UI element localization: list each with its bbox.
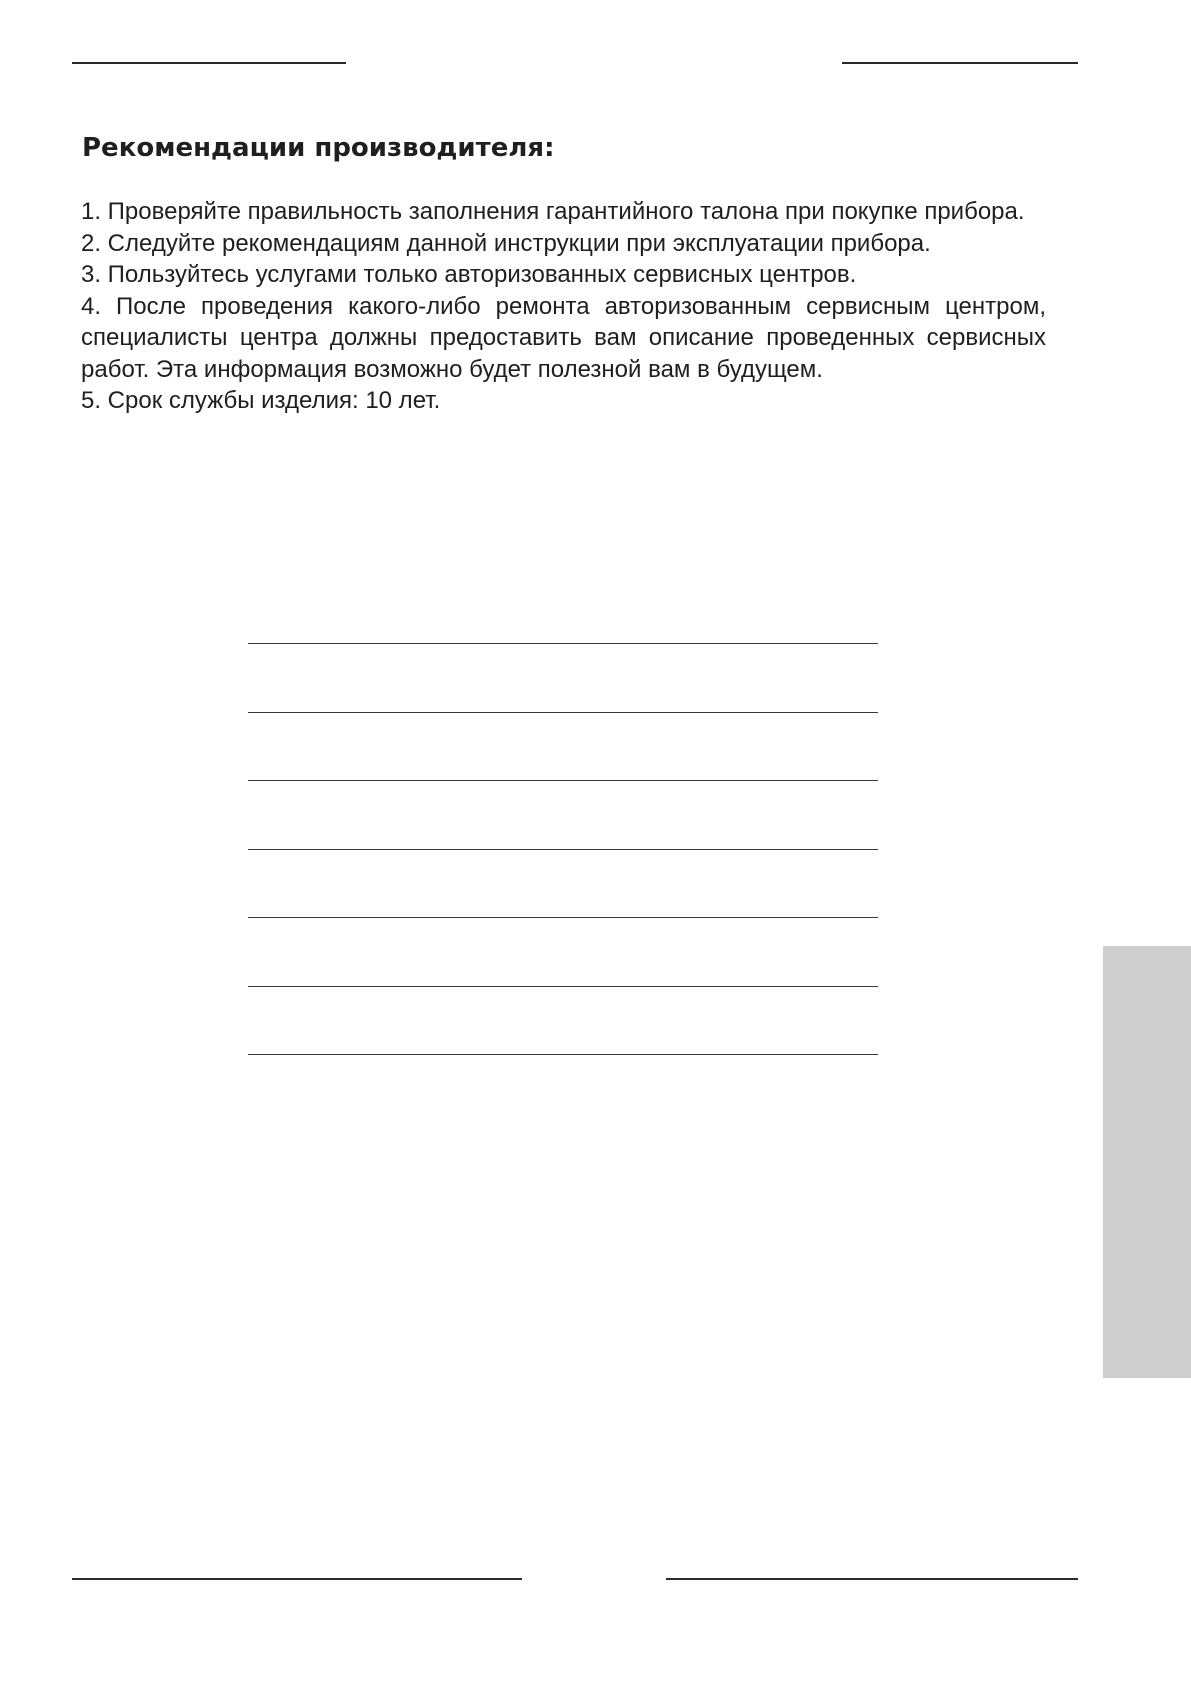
bottom-right-rule <box>666 1578 1078 1580</box>
recommendation-item-1: 1. Проверяйте правильность заполнения гарантийного талона при покупке прибора. <box>81 198 1025 225</box>
side-tab-marker <box>1103 946 1191 1378</box>
notes-line <box>248 643 878 644</box>
top-right-rule <box>842 62 1078 64</box>
notes-line <box>248 780 878 781</box>
recommendation-item-4: 4. После проведения какого-либо ремонта авторизованным сервисным центром, специалисты центра должны предоставить вам описание проведенных сервисных работ. Эта информация возможно будет полезной вам в будущем. <box>81 292 1046 383</box>
notes-line <box>248 1054 878 1055</box>
notes-line <box>248 712 878 713</box>
recommendations-list <box>81 196 1046 417</box>
recommendation-item-2: 2. Следуйте рекомендациям данной инструкции при эксплуатации прибора. <box>81 229 931 257</box>
bottom-left-rule <box>72 1578 522 1580</box>
top-left-rule <box>72 62 346 64</box>
notes-line <box>248 917 878 918</box>
notes-line <box>248 986 878 987</box>
notes-line <box>248 849 878 850</box>
recommendation-item-3: 3. Пользуйтесь услугами только авторизованных сервисных центров. <box>81 261 857 288</box>
recommendation-item-5: 5. Срок службы изделия: 10 лет. <box>81 387 441 414</box>
page-title: Рекомендации производителя: <box>82 133 555 163</box>
